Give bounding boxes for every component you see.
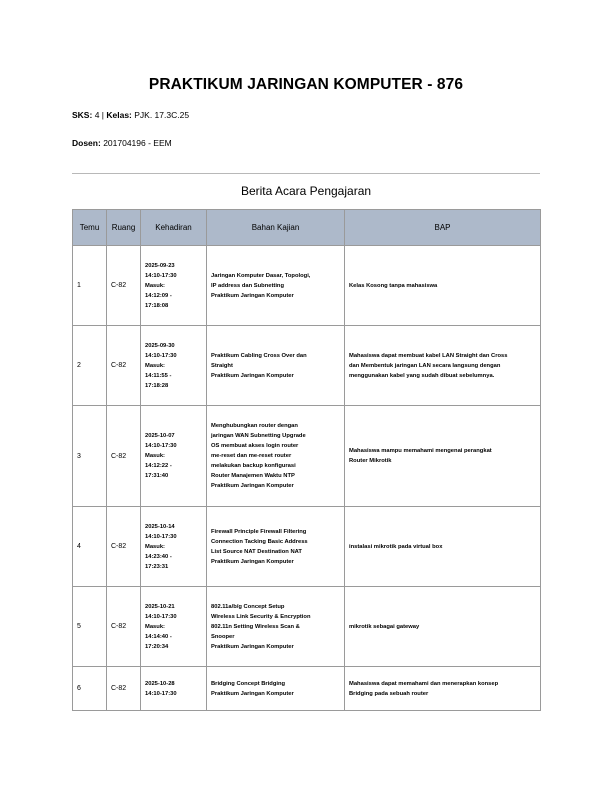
bap-cell xyxy=(345,406,541,507)
kehadiran-cell-line: 2025-10-07 xyxy=(145,433,175,439)
bahan-kajian-cell-line: Router Manajemen Waktu NTP xyxy=(211,473,295,479)
kehadiran-cell-line: Masuk: xyxy=(145,453,165,459)
bahan-kajian-cell-line: Snooper xyxy=(211,633,235,640)
bahan-kajian-cell-line: Praktikum Jaringan Komputer xyxy=(211,292,294,299)
table-row xyxy=(73,507,541,587)
kehadiran-cell xyxy=(141,587,207,667)
kehadiran-cell-line: 17:31:40 xyxy=(145,473,169,479)
kehadiran-cell-line: 2025-09-30 xyxy=(145,342,175,349)
kelas-label: Kelas: xyxy=(106,110,132,120)
ruang-cell: C-82 xyxy=(107,507,141,587)
kehadiran-cell-line: 17:23:31 xyxy=(145,563,169,570)
kehadiran-cell-line: 14:23:40 - xyxy=(145,553,172,560)
kehadiran-cell xyxy=(141,507,207,587)
bahan-kajian-cell-line: List Source NAT Destination NAT xyxy=(211,548,302,555)
ruang-cell: C-82 xyxy=(107,406,141,507)
bap-cell-line: Kelas Kosong tanpa mahasiswa xyxy=(349,282,438,289)
kehadiran-cell-line: 14:10-17:30 xyxy=(145,690,177,697)
bap-cell xyxy=(345,587,541,667)
kehadiran-cell xyxy=(141,246,207,326)
dosen-value: 201704196 - EEM xyxy=(103,138,172,148)
table-row xyxy=(73,667,541,711)
sks-value: 4 xyxy=(94,110,100,120)
kehadiran-cell-line: 14:10-17:30 xyxy=(145,533,177,540)
bap-cell-line: Bridging pada sebuah router xyxy=(349,690,429,697)
bahan-kajian-cell xyxy=(207,326,345,406)
table-row xyxy=(73,246,541,326)
bahan-kajian-cell xyxy=(207,406,345,507)
kehadiran-cell-line: 17:18:08 xyxy=(145,302,169,309)
bahan-kajian-cell-line: OS membuat akses login router xyxy=(211,443,299,449)
bap-cell xyxy=(345,246,541,326)
header-temu: Temu xyxy=(73,210,107,246)
bahan-kajian-cell-line: Connection Tacking Basic Address xyxy=(211,538,308,545)
bahan-kajian-cell-line: 802.11n Setting Wireless Scan & xyxy=(211,623,300,630)
ruang-cell: C-82 xyxy=(107,587,141,667)
kehadiran-cell-line: 2025-10-21 xyxy=(145,603,175,610)
sks-label: SKS: xyxy=(72,110,93,120)
kehadiran-cell xyxy=(141,406,207,507)
section-title: Berita Acara Pengajaran xyxy=(240,184,372,198)
bahan-kajian-cell-line: Wireless Link Security & Encryption xyxy=(211,613,311,620)
kehadiran-cell-line: 17:20:34 xyxy=(145,643,169,650)
bahan-kajian-cell-line: Praktikum Jaringan Komputer xyxy=(211,690,294,697)
kehadiran-cell-line: 2025-09-23 xyxy=(145,262,175,269)
table-row xyxy=(73,406,541,507)
bahan-kajian-cell-line: jaringan WAN Subnetting Upgrade xyxy=(211,433,306,439)
table-row xyxy=(73,326,541,406)
kehadiran-cell-line: 14:10-17:30 xyxy=(145,272,177,279)
bahan-kajian-cell xyxy=(207,667,345,711)
kehadiran-cell-line: 14:10-17:30 xyxy=(145,613,177,620)
bahan-kajian-cell-line: Praktikum Jaringan Komputer xyxy=(211,372,294,379)
course-info: SKS: 4 | Kelas: PJK. 17.3C.25 xyxy=(72,110,190,120)
bap-cell xyxy=(345,326,541,406)
bahan-kajian-cell-line: Menghubungkan router dengan xyxy=(211,423,298,429)
bap-cell-line: Mahasiswa dapat membuat kabel LAN Straight dan Cross xyxy=(349,352,508,359)
kelas-value: PJK. 17.3C.25 xyxy=(134,110,190,120)
header-bap: BAP xyxy=(345,210,541,246)
kehadiran-cell xyxy=(141,326,207,406)
kehadiran-cell-line: 2025-10-14 xyxy=(145,523,175,530)
page-title: PRAKTIKUM JARINGAN KOMPUTER - 876 xyxy=(148,76,464,93)
bahan-kajian-cell-line: Praktikum Jaringan Komputer xyxy=(211,483,294,489)
kehadiran-cell-line: 14:11:55 - xyxy=(145,372,172,379)
bahan-kajian-cell xyxy=(207,587,345,667)
bahan-kajian-cell-line: Straight xyxy=(211,362,233,369)
bap-cell-line: instalasi mikrotik pada virtual box xyxy=(349,543,443,550)
kehadiran-cell-line: Masuk: xyxy=(145,543,165,550)
bap-cell-line: Mahasiswa dapat memahami dan menerapkan konsep xyxy=(349,680,499,687)
bahan-kajian-cell xyxy=(207,246,345,326)
dosen-label: Dosen: xyxy=(72,138,101,148)
bahan-kajian-cell xyxy=(207,507,345,587)
kehadiran-cell-line: Masuk: xyxy=(145,623,165,630)
kehadiran-cell-line: 14:14:40 - xyxy=(145,633,172,640)
bap-cell-line: mikrotik sebagai gateway xyxy=(349,623,420,630)
ruang-cell: C-82 xyxy=(107,246,141,326)
lecturer-info xyxy=(72,138,172,148)
ruang-cell: C-82 xyxy=(107,667,141,711)
header-bahan-kajian: Bahan Kajian xyxy=(207,210,345,246)
bap-cell-line: Router Mikrotik xyxy=(349,458,392,464)
temu-cell: 2 xyxy=(73,326,107,406)
bahan-kajian-cell-line: Praktikum Jaringan Komputer xyxy=(211,643,294,650)
kehadiran-cell xyxy=(141,667,207,711)
bahan-kajian-cell-line: 802.11a/b/g Concept Setup xyxy=(211,603,285,610)
kehadiran-cell-line: Masuk: xyxy=(145,282,165,289)
bap-cell xyxy=(345,507,541,587)
bap-cell-line: menggunakan kabel yang sudah dibuat sebelumnya. xyxy=(349,372,495,379)
header-ruang: Ruang xyxy=(107,210,141,246)
ruang-cell: C-82 xyxy=(107,326,141,406)
temu-cell: 1 xyxy=(73,246,107,326)
bahan-kajian-cell-line: Praktikum Cabling Cross Over dan xyxy=(211,352,307,359)
bahan-kajian-cell-line: Jaringan Komputer Dasar, Topologi, xyxy=(211,272,311,279)
bap-cell xyxy=(345,667,541,711)
kehadiran-cell-line: 14:12:22 - xyxy=(145,463,172,469)
bahan-kajian-cell-line: me-reset dan me-reset router xyxy=(211,453,292,459)
bahan-kajian-cell-line: Bridging Concept Bridging xyxy=(211,680,286,687)
bahan-kajian-cell-line: Praktikum Jaringan Komputer xyxy=(211,558,294,565)
kehadiran-cell-line: 2025-10-28 xyxy=(145,680,175,687)
kehadiran-cell-line: 17:18:28 xyxy=(145,382,169,389)
temu-cell: 3 xyxy=(73,406,107,507)
table-row xyxy=(73,587,541,667)
bahan-kajian-cell-line: IP address dan Subnetting xyxy=(211,282,285,289)
temu-cell: 5 xyxy=(73,587,107,667)
bap-cell-line: Mahasiswa mampu memahami mengenai perangkat xyxy=(349,448,492,454)
divider xyxy=(72,173,540,174)
attendance-table xyxy=(72,209,541,711)
kehadiran-cell-line: 14:10-17:30 xyxy=(145,352,177,359)
bahan-kajian-cell-line: melakukan backup konfigurasi xyxy=(211,463,296,469)
header-kehadiran: Kehadiran xyxy=(141,210,207,246)
kehadiran-cell-line: Masuk: xyxy=(145,362,165,369)
temu-cell: 4 xyxy=(73,507,107,587)
temu-cell: 6 xyxy=(73,667,107,711)
table-header-row xyxy=(73,210,541,246)
kehadiran-cell-line: 14:10-17:30 xyxy=(145,443,177,449)
bap-cell-line: dan Membentuk jaringan LAN secara langsung dengan xyxy=(349,362,501,369)
bahan-kajian-cell-line: Firewall Principle Firewall Filtering xyxy=(211,528,307,535)
kehadiran-cell-line: 14:12:09 - xyxy=(145,292,172,299)
